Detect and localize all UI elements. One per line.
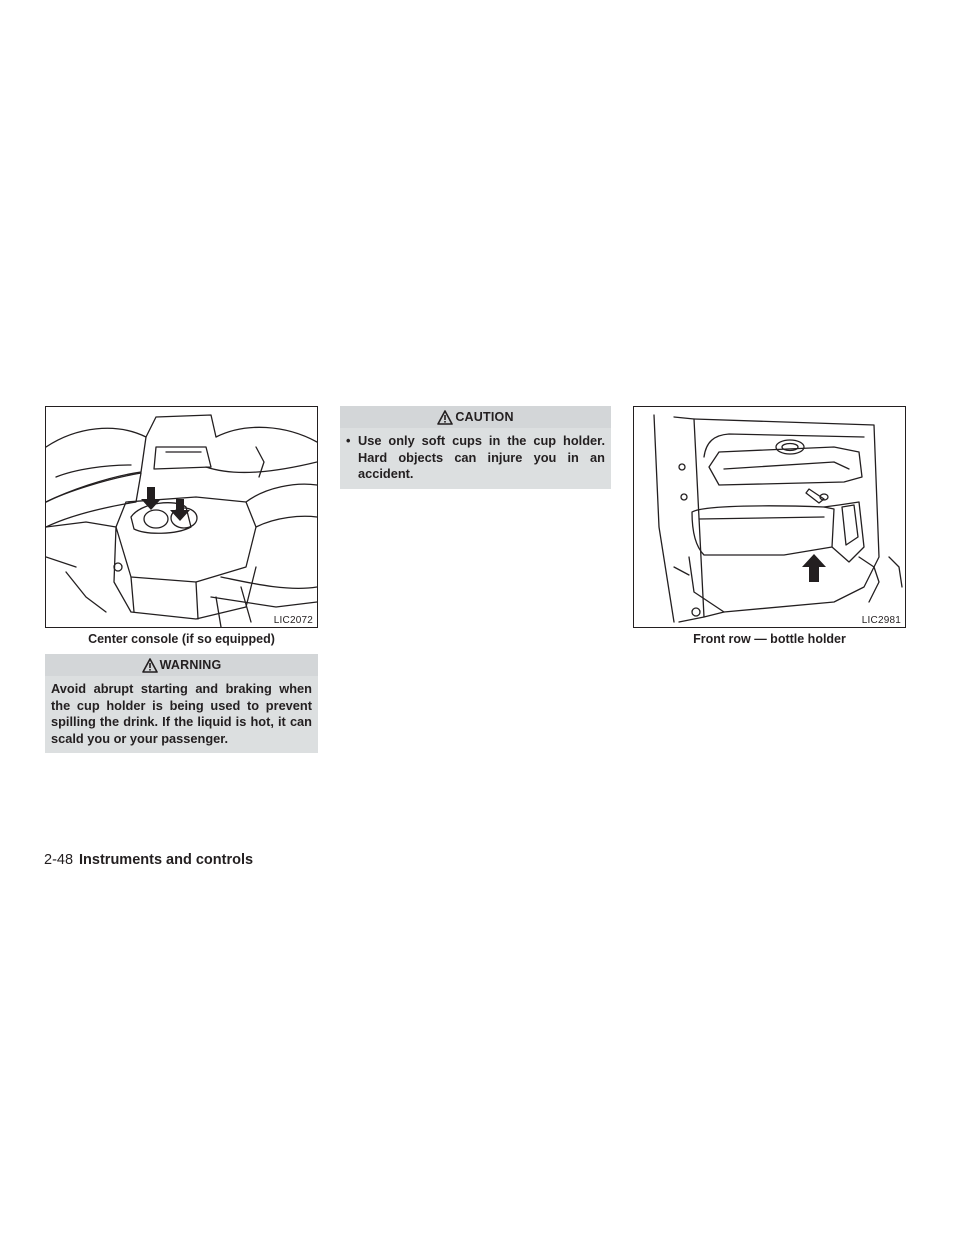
caution-heading <box>340 406 611 428</box>
caution-box <box>340 406 611 489</box>
left-column <box>45 406 318 753</box>
door-panel-illustration-icon <box>634 407 905 627</box>
figure-caption: Center console (if so equipped) <box>88 632 275 646</box>
figure-caption: Front row — bottle holder <box>693 632 846 646</box>
figure-code: LIC2981 <box>861 615 901 626</box>
warning-heading <box>45 654 318 676</box>
caution-bullet <box>346 433 605 483</box>
right-column <box>633 406 906 646</box>
warning-triangle-icon <box>437 410 453 425</box>
section-title: Instruments and controls <box>79 852 254 868</box>
caution-text <box>340 428 611 489</box>
caution-bullet-text: Use only soft cups in the cup holder. Hard objects can injure you in an accident. <box>358 433 605 481</box>
page-footer <box>44 852 253 868</box>
center-console-figure <box>45 406 318 628</box>
figure-code: LIC2072 <box>273 615 313 626</box>
warning-label: WARNING <box>159 658 222 672</box>
warning-box <box>45 654 318 753</box>
bullet-marker: • <box>346 433 351 448</box>
center-console-illustration-icon <box>46 407 317 627</box>
page-number: 2-48 <box>44 852 74 868</box>
bottle-holder-figure <box>633 406 906 628</box>
caution-label: CAUTION <box>455 410 514 424</box>
middle-column <box>340 406 611 489</box>
warning-text: Avoid abrupt starting and braking when the cup holder is being used to prevent spilling the drink. If the liquid is hot, it can scald you or your passenger. <box>51 681 312 746</box>
warning-triangle-icon <box>142 658 158 673</box>
